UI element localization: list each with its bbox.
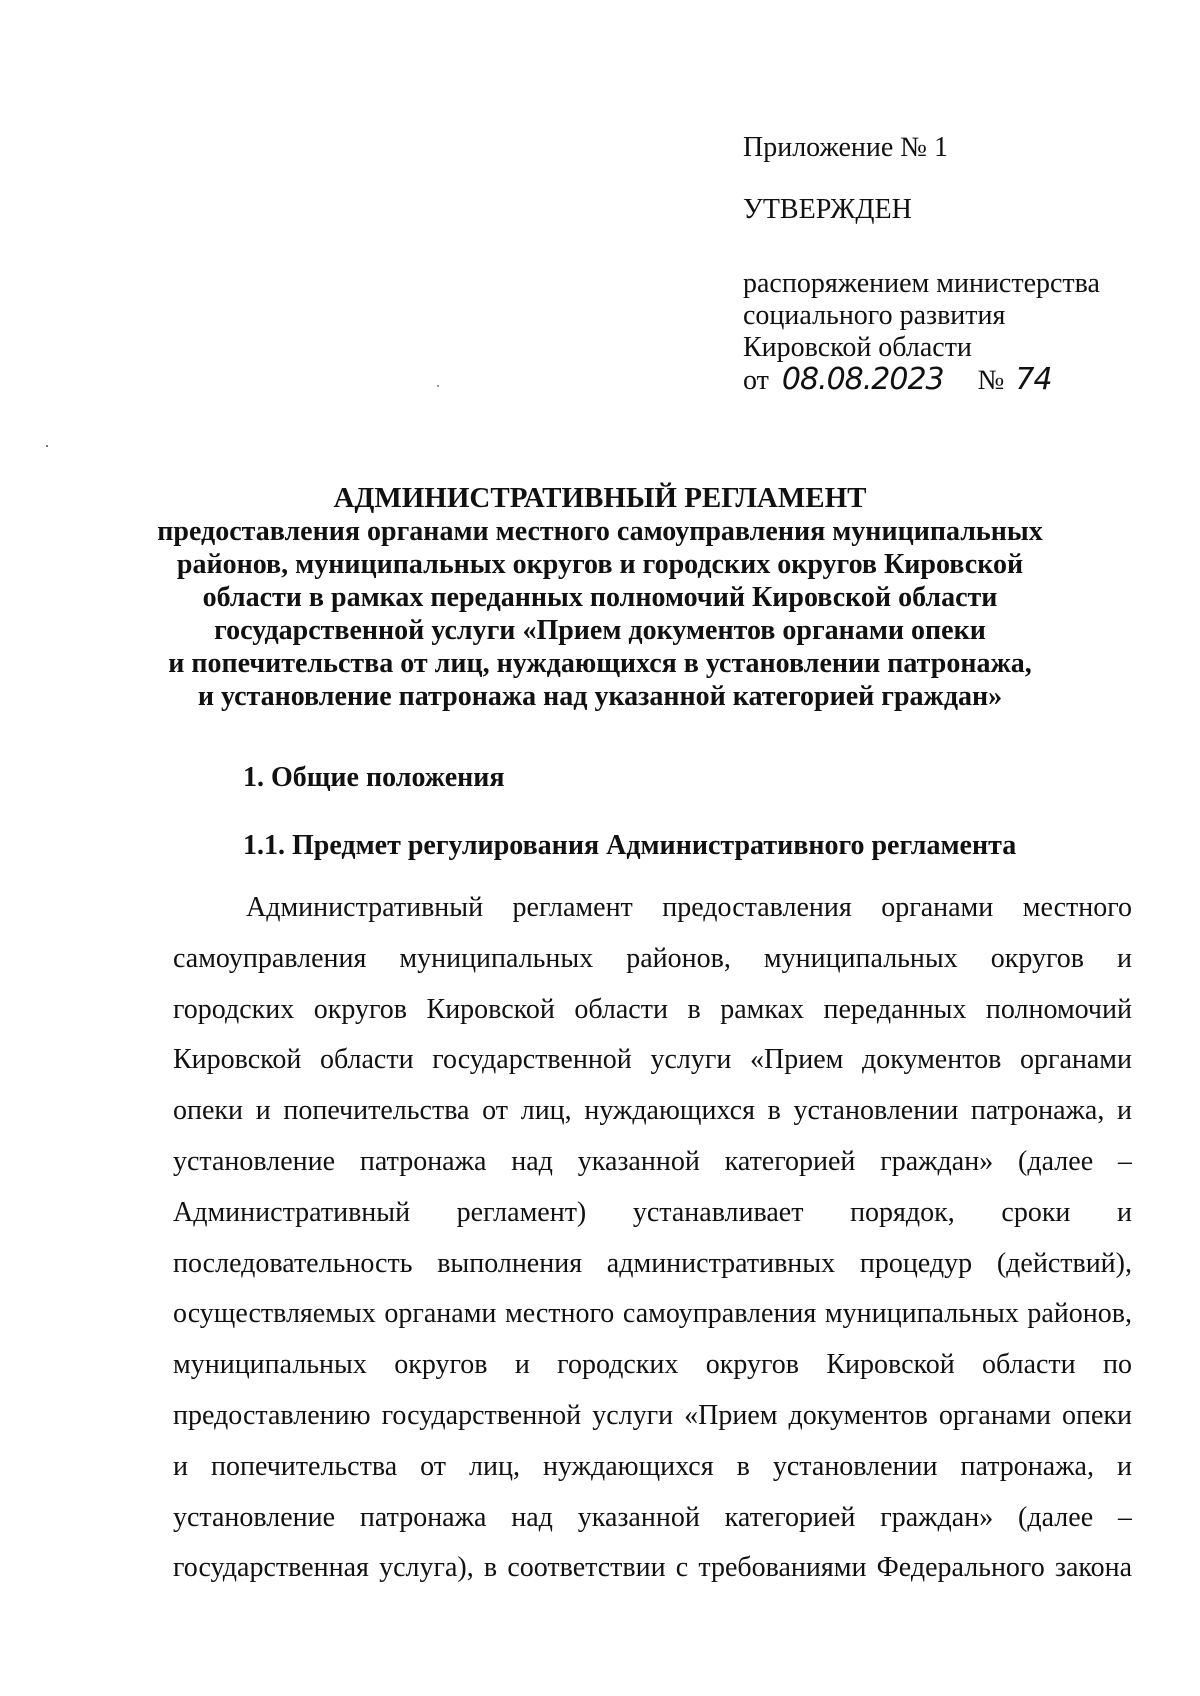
title-line: районов, муниципальных округов и городских округов Кировской xyxy=(176,549,1024,580)
title-line: и попечительства от лиц, нуждающихся в установлении патронажа, xyxy=(168,648,1032,679)
paragraph-line: Кировской области государственной услуги «Прием документов органами xyxy=(173,1044,1132,1076)
paragraph-line: государственная услуга), в соответствии с требованиями Федерального закона xyxy=(173,1552,1132,1584)
approval-date-line xyxy=(743,364,1100,397)
paragraph-line: установление патронажа над указанной категорией граждан» (далее – xyxy=(173,1145,1132,1177)
paragraph-line: опеки и попечительства от лиц, нуждающихся в установлении патронажа, и xyxy=(173,1095,1132,1127)
paragraph-line: Административный регламент) устанавливает порядок, сроки и xyxy=(173,1196,1132,1228)
title-main: АДМИНИСТРАТИВНЫЙ РЕГЛАМЕНТ xyxy=(333,482,867,514)
approval-line-3: Кировской области xyxy=(743,332,972,363)
approval-line-2: социального развития xyxy=(743,300,1006,331)
paragraph-line: осуществляемых органами местного самоуправления муниципальных районов, xyxy=(173,1298,1132,1330)
handwritten-number: 74 xyxy=(1015,362,1052,397)
scan-speck xyxy=(46,445,48,447)
title-line: и установление патронажа над указанной категорией граждан» xyxy=(197,681,1003,712)
paragraph-line: муниципальных округов и городских округов Кировской области по xyxy=(173,1349,1132,1381)
number-prefix: № xyxy=(977,365,1005,396)
paragraph-line: предоставлению государственной услуги «Прием документов органами опеки xyxy=(173,1399,1132,1431)
title-line: предоставления органами местного самоуправления муниципальных xyxy=(157,516,1043,547)
section-heading-1: 1. Общие положения xyxy=(243,762,505,793)
appendix-label: Приложение № 1 xyxy=(743,132,948,163)
paragraph-line: самоуправления муниципальных районов, муниципальных округов и xyxy=(173,942,1132,974)
title-line: государственной услуги «Прием документов органами опеки xyxy=(214,615,986,646)
paragraph-line: городских округов Кировской области в рамках переданных полномочий xyxy=(173,993,1132,1025)
section-heading-1-1: 1.1. Предмет регулирования Административного регламента xyxy=(243,830,1017,861)
approval-line-1: распоряжением министерства xyxy=(743,268,1100,299)
paragraph-line: и попечительства от лиц, нуждающихся в установлении патронажа, и xyxy=(173,1450,1132,1482)
date-prefix: от xyxy=(743,365,769,396)
approved-label: УТВЕРЖДЕН xyxy=(743,194,912,225)
paragraph-line: Административный регламент предоставления органами местного xyxy=(246,892,1132,923)
handwritten-date: 08.08.2023 xyxy=(781,362,944,397)
body-paragraph xyxy=(173,890,1132,1601)
paragraph-line: установление патронажа над указанной категорией граждан» (далее – xyxy=(173,1501,1132,1533)
scan-speck xyxy=(437,385,439,387)
document-title xyxy=(140,482,1060,713)
approval-block xyxy=(743,132,1100,397)
title-line: области в рамках переданных полномочий Кировской области xyxy=(202,582,998,613)
paragraph-line: последовательность выполнения административных процедур (действий), xyxy=(173,1247,1132,1279)
